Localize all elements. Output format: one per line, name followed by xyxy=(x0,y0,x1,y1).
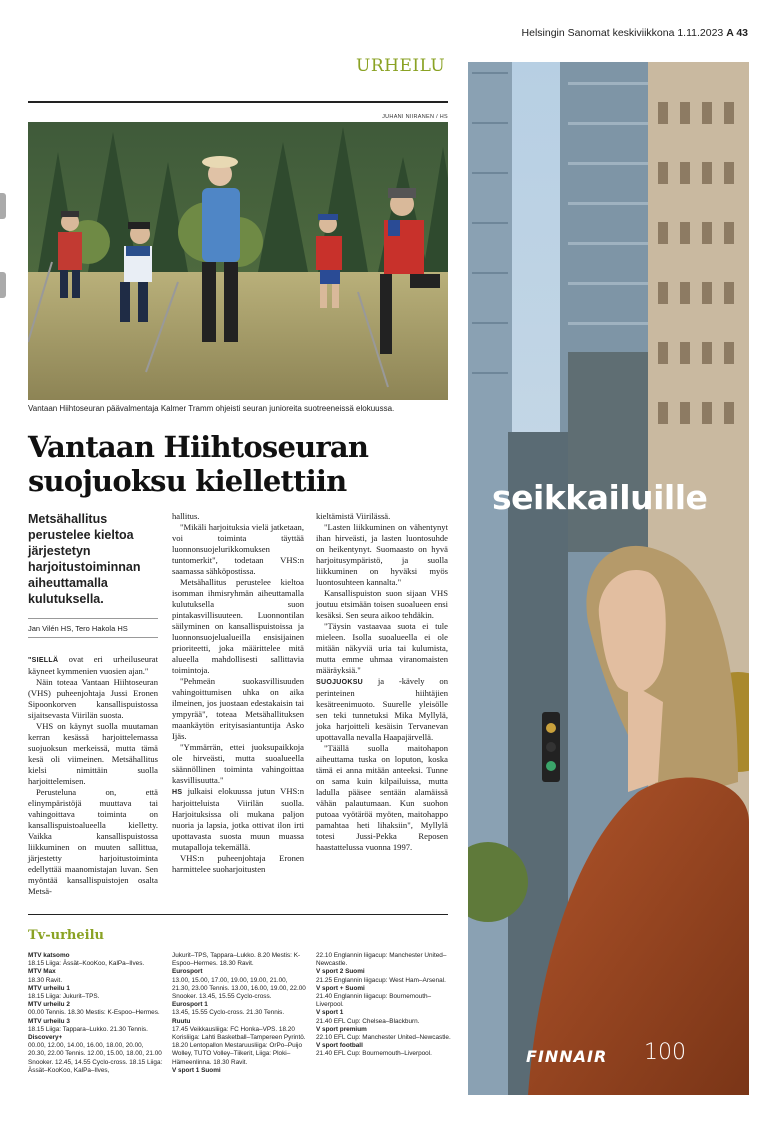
tv-listings-column-3 xyxy=(316,952,451,1059)
ad-headline: seikkailuille xyxy=(492,478,708,517)
article-paragraph xyxy=(172,853,304,875)
program-listing: 22.10 EFL Cup: Manchester United–Newcastle. xyxy=(316,1034,451,1042)
article-paragraph xyxy=(316,621,448,676)
program-listing: 21.40 EFL Cup: Bournemouth–Liverpool. xyxy=(316,1050,432,1058)
program-listing: 13.00, 15.00, 17.00, 19.00, 19.00, 21.00, 21.30, 23.00 Tennis. 13.00, 16.00, 19.00, 22.00 Snooker. 13.45, 15.55 Cyclo-cross. xyxy=(172,976,306,1001)
article-paragraph xyxy=(28,721,158,787)
paragraph-lead-caps: HS xyxy=(172,789,183,796)
channel-name: V sport 2 Suomi xyxy=(316,968,365,976)
channel-name: MTV katsomo xyxy=(28,952,70,959)
article-paragraph xyxy=(28,654,158,677)
paragraph-text: "Täysin vastaavaa suota ei tule mieleen. Isolla suoalueella ei ole mitään näkyviä uria tai kulumista, mutta emme uhmaa viranomaisten määräyksiä." xyxy=(316,621,448,675)
page-header xyxy=(522,27,748,39)
program-listing: 21.40 EFL Cup: Chelsea–Blackburn. xyxy=(316,1017,420,1025)
program-listing: 21.40 Englannin liigacup: Bournemouth–Liverpool. xyxy=(316,993,432,1009)
paragraph-text: "Lasten liikkuminen on vähentynyt ihan hirveästi, ja lasten luontosuhde on heikentynyt. Suomaasto on hyvä harjoitusympäristö, ja suolla liikkuminen on hyväksi myös luontosuhteen kannalta." xyxy=(316,522,448,587)
channel-name: V sport football xyxy=(316,1042,363,1050)
program-listing: 00.00, 12.00, 14.00, 16.00, 18.00, 20.00, 20.30, 22.00 Tennis. 12.00, 15.00, 18.00, 21.00 Snooker. 12.45, 14.55 Cyclo-cross. 18.15 Liiga: Ässät–KooKoo, KalPa–Ilves, xyxy=(28,1042,163,1074)
article-column-1 xyxy=(28,654,158,897)
article-paragraph xyxy=(172,742,304,786)
paragraph-text: "Täällä suolla maitohapon aiheuttama tuska on loputon, koska tämä ei anna mitään anteeksi. Tunne on sama kuin kilpailuissa, mutta ladulla pääsee sentään alamäissä vähän palautumaan. Kun suohon putoaa vyötäröä myöten, maitohappo pamahtaa heti lihaksiin", Myllylä totesi Jussi-Pekka Reposen haastattelussa vuonna 1997. xyxy=(316,743,448,852)
program-listing: 18.15 Liiga: Jukurit–TPS. xyxy=(28,993,100,1001)
paragraph-text: VHS on käynyt suolla muutaman kerran kesässä harjoittelemassa suojuoksun merkeissä, mutta tämä kesä oli viimeinen. Metsähallitus kielsi nimittäin suolla harjoittelemisen. xyxy=(28,721,158,786)
paragraph-text: Perusteluna on, että elinympäristöjä muuttava tai vahingoittava toiminta on kansallispuistoalueella kielletty. Vaikka kansallispuistossa liikkuminen on muuten sallittua, järjestetty harjoitustoiminta edellyttää maanomistajan luvan. Sen myöntää kansallispuistojen osalta Metsä- xyxy=(28,787,158,896)
ad-100-mark: 100 xyxy=(644,1040,686,1065)
page-edge-tab xyxy=(0,272,6,298)
advertisement xyxy=(468,62,749,1095)
article-paragraph xyxy=(172,522,304,577)
paragraph-text: hallitus. xyxy=(172,511,200,521)
article-paragraph xyxy=(172,676,304,742)
program-listing: 18.15 Liiga: Ässät–KooKoo, KalPa–Ilves. xyxy=(28,960,145,968)
header-text: Helsingin Sanomat keskiviikkona 1.11.2023 xyxy=(521,27,724,39)
paragraph-text: Näin toteaa Vantaan Hiihtoseuran (VHS) puheenjohtaja Jussi Eronen Sipoonkorven kansallispuistossa sijaitsevasta Viirilän suosta. xyxy=(28,677,158,720)
paragraph-text: VHS:n puheenjohtaja Eronen harmittelee suoharjoitusten xyxy=(172,853,304,874)
article-paragraph xyxy=(172,511,304,522)
article-paragraph xyxy=(172,786,304,853)
channel-name: Ruutu xyxy=(172,1017,191,1025)
paragraph-text: julkaisi elokuussa jutun VHS:n harjoitteluista Viirilän suolla. Harjoituksissa oli mukana paljon nuoria ja lapsia, jotka ottivat ilon irti upottavasta suosta muun muassa mutapalloja tekemällä. xyxy=(172,786,304,852)
article-photo xyxy=(28,122,448,400)
paragraph-text: kieltämistä Viirilässä. xyxy=(316,511,391,521)
article-paragraph xyxy=(316,588,448,621)
program-listing: 21.25 Englannin liigacup: West Ham–Arsenal. xyxy=(316,976,446,984)
program-listing: 22.10 Englannin liigacup: Manchester United–Newcastle. xyxy=(316,952,447,968)
article-paragraph xyxy=(28,677,158,721)
photo-credit: JUHANI NIIRANEN / HS xyxy=(382,114,448,120)
tv-listings-title: Tv-urheilu xyxy=(28,928,104,943)
channel-name: Eurosport 1 xyxy=(172,1001,208,1009)
page-number: A 43 xyxy=(726,27,748,39)
paragraph-text: ovat eri urheiluseurat käyneet kymmenien vuosien ajan." xyxy=(28,654,158,676)
channel-name: V sport + Suomi xyxy=(316,984,365,992)
divider xyxy=(28,101,448,103)
ad-image xyxy=(468,62,749,1095)
divider xyxy=(28,618,158,619)
program-listing: 13.45, 15.55 Cyclo-cross. 21.30 Tennis. xyxy=(172,1009,285,1017)
program-listing: Jukurit–TPS, Tappara–Lukko. 8.20 Mestis: K-Espoo–Hermes. 18.30 Ravit. xyxy=(172,952,301,968)
program-listing: 17.45 Veikkausliiga: FC Honka–VPS. 18.20 Korisliiga: Lahti Basketball–Tampereen Pyrintö. 18.20 Lentopallon Mestaruusliiga: OrPo–Puijo Wolley, TUTO Volley–Tiikerit, Liiga: Ploki–Hämeenlinna. 18.30 Ravit. xyxy=(172,1025,306,1066)
channel-name: V sport 1 xyxy=(316,1009,344,1017)
article-paragraph xyxy=(316,511,448,522)
program-listing: 18.15 Liiga: Tappara–Lukko. 21.30 Tennis. xyxy=(28,1025,148,1033)
divider xyxy=(28,637,158,638)
finnair-logo: FINNAIR xyxy=(526,1047,608,1066)
program-listing: 18.30 Ravit. xyxy=(28,976,63,984)
article-column-2 xyxy=(172,511,304,875)
divider xyxy=(28,914,448,915)
paragraph-text: "Mikäli harjoituksia vielä jatketaan, voi toiminta täyttää luonnonsuojelurikkomuksen tuntomerkit", todetaan VHS:n saamassa sähköpostissa. xyxy=(172,522,304,576)
photo-caption: Vantaan Hiihtoseuran päävalmentaja Kalmer Tramm ohjeisti seuran junioreita suotreeneissä elokuussa. xyxy=(28,404,395,413)
channel-name: MTV urheilu 2 xyxy=(28,1001,70,1009)
paragraph-lead-caps: SUOJUOKSU xyxy=(316,679,364,686)
program-listing: 00.00 Tennis. 18.30 Mestis: K-Espoo–Hermes. xyxy=(28,1009,160,1017)
channel-name: MTV urheilu 1 xyxy=(28,984,70,992)
article-column-3 xyxy=(316,511,448,853)
paragraph-text: "Ymmärrän, ettei juoksupaikkoja ole hirveästi, mutta suoalueella säännöllinen toiminta vahingoittaa kasvillisuutta." xyxy=(172,742,304,785)
channel-name: V sport premium xyxy=(316,1025,367,1033)
tv-listings-column-1 xyxy=(28,952,163,1075)
section-title: URHEILU xyxy=(356,56,446,76)
page-edge-tab xyxy=(0,193,6,219)
article-paragraph xyxy=(316,676,448,743)
paragraph-text: ja -kävely on perinteinen hiihtäjien kesätreenimuoto. Suurelle yleisölle sen teki tunnetuksi Mika Myllylä, joka harjoitteli kesäisin Tervanevan upottavalla nevalla Haapajärvellä. xyxy=(316,676,448,742)
article-headline: Vantaan Hiihtoseuran suojuoksu kiellettiin xyxy=(28,430,369,498)
article-paragraph xyxy=(316,743,448,853)
channel-name: MTV Max xyxy=(28,968,56,976)
paragraph-text: "Pehmeän suokasvillisuuden vahingoittumisen uhka on aika ilmeinen, jos juostaan edestakaisin tai ympyrää", toteaa Metsähallituksen maankäytön erityisasiantuntija Asko Ijäs. xyxy=(172,676,304,741)
article-paragraph xyxy=(316,522,448,588)
channel-name: V sport 1 Suomi xyxy=(172,1066,221,1074)
tv-listings-column-2 xyxy=(172,952,307,1075)
paragraph-text: Metsähallitus perustelee kieltoa isomman ihmisryhmän aiheuttamalla kulutuksella suon pintakasvillisuuteen. Luonnontilan säilyminen on kansallispuistoissa ja luonnonsuojelualueilla ensisijainen prioriteetti, joka määrittelee mitä alueella mahdollisesti sallittavia toimintoja. xyxy=(172,577,304,675)
channel-name: MTV urheilu 3 xyxy=(28,1017,70,1025)
paragraph-text: Kansallispuiston suon sijaan VHS joutuu etsimään toisen suoalueen ensi kesäksi. Sen seura aikoo tehdäkin. xyxy=(316,588,448,620)
channel-name: Discovery+ xyxy=(28,1034,63,1042)
article-lede: Metsähallitus perustelee kieltoa järjestetyn harjoitustoiminnan aiheuttamalla kulutuksella. xyxy=(28,512,141,606)
paragraph-lead-caps: "SIELLÄ xyxy=(28,657,59,664)
article-paragraph xyxy=(172,577,304,676)
article-paragraph xyxy=(28,787,158,897)
byline: Jan Vilén HS, Tero Hakola HS xyxy=(28,624,128,633)
channel-name: Eurosport xyxy=(172,968,203,976)
